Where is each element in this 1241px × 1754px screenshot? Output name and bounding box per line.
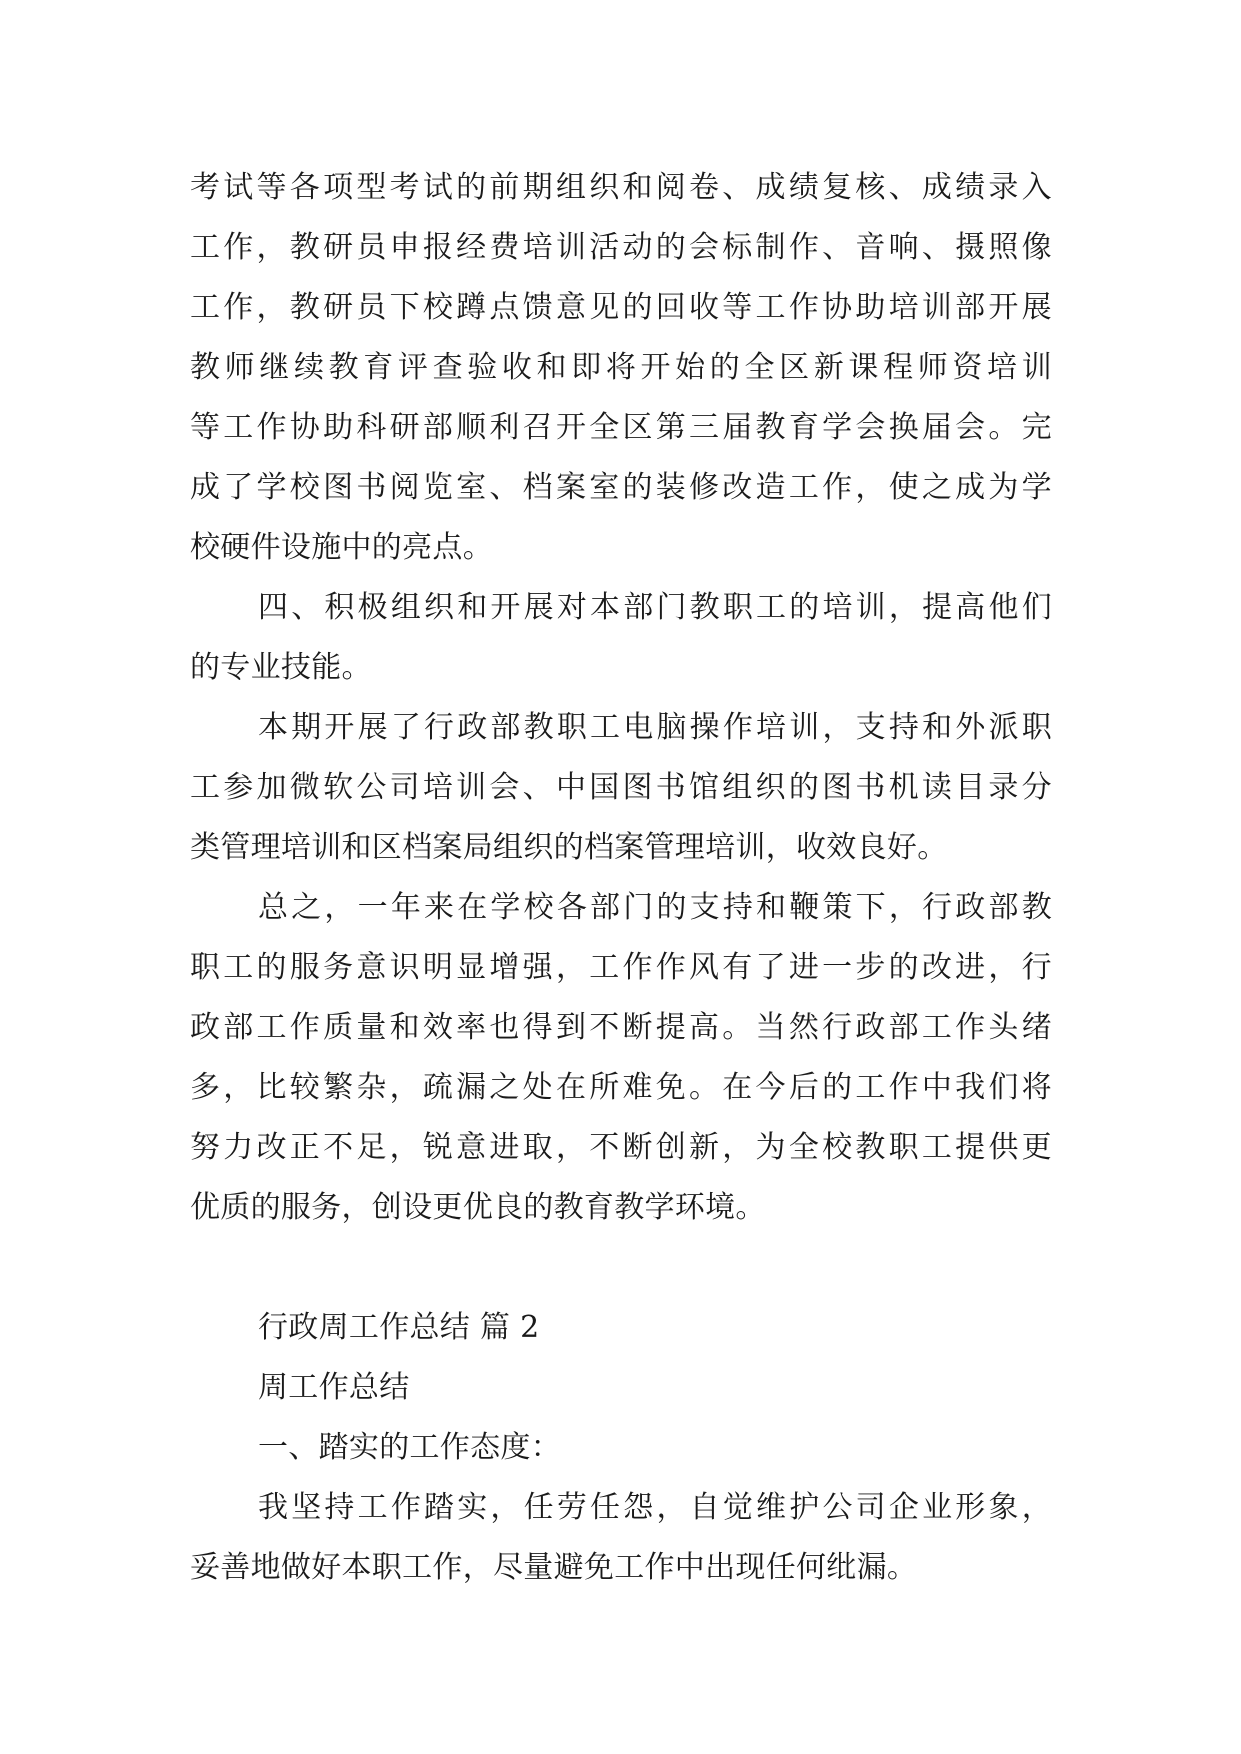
text-line: 本期开展了行政部教职工电脑操作培训，支持和外派职 <box>258 710 1052 745</box>
text-line: 类管理培训和区档案局组织的档案管理培训，收效良好。 <box>190 830 948 865</box>
text-line: 等工作协助科研部顺利召开全区第三届教育学会换届会。完 <box>190 410 1052 445</box>
text-line: 工作，教研员下校蹲点馈意见的回收等工作协助培训部开展 <box>190 290 1052 325</box>
text-line: 的专业技能。 <box>190 650 372 685</box>
text-line: 努力改正不足，锐意进取，不断创新，为全校教职工提供更 <box>190 1130 1052 1165</box>
text-line: 我坚持工作踏实，任劳任怨，自觉维护公司企业形象， <box>258 1490 1052 1525</box>
text-line: 政部工作质量和效率也得到不断提高。当然行政部工作头绪 <box>190 1010 1052 1045</box>
text-line: 工参加微软公司培训会、中国图书馆组织的图书机读目录分 <box>190 770 1052 805</box>
section-heading: 一、踏实的工作态度： <box>258 1430 561 1465</box>
article-title: 行政周工作总结 篇 2 <box>258 1310 540 1345</box>
text-line: 妥善地做好本职工作，尽量避免工作中出现任何纰漏。 <box>190 1550 918 1585</box>
text-line: 考试等各项型考试的前期组织和阅卷、成绩复核、成绩录入 <box>190 170 1052 205</box>
text-line: 多，比较繁杂，疏漏之处在所难免。在今后的工作中我们将 <box>190 1070 1052 1105</box>
text-line: 总之，一年来在学校各部门的支持和鞭策下，行政部教 <box>258 890 1052 925</box>
document-body <box>190 158 1052 1598</box>
section-heading: 四、积极组织和开展对本部门教职工的培训，提高他们 <box>258 590 1052 625</box>
text-line: 职工的服务意识明显增强，工作作风有了进一步的改进，行 <box>190 950 1052 985</box>
text-line: 工作，教研员申报经费培训活动的会标制作、音响、摄照像 <box>190 230 1052 265</box>
blank-line <box>190 1238 1052 1298</box>
text-line: 成了学校图书阅览室、档案室的装修改造工作，使之成为学 <box>190 470 1052 505</box>
text-line: 优质的服务，创设更优良的教育教学环境。 <box>190 1190 766 1225</box>
article-subtitle: 周工作总结 <box>258 1370 410 1405</box>
text-line: 校硬件设施中的亮点。 <box>190 530 493 565</box>
text-line: 教师继续教育评查验收和即将开始的全区新课程师资培训 <box>190 350 1052 385</box>
